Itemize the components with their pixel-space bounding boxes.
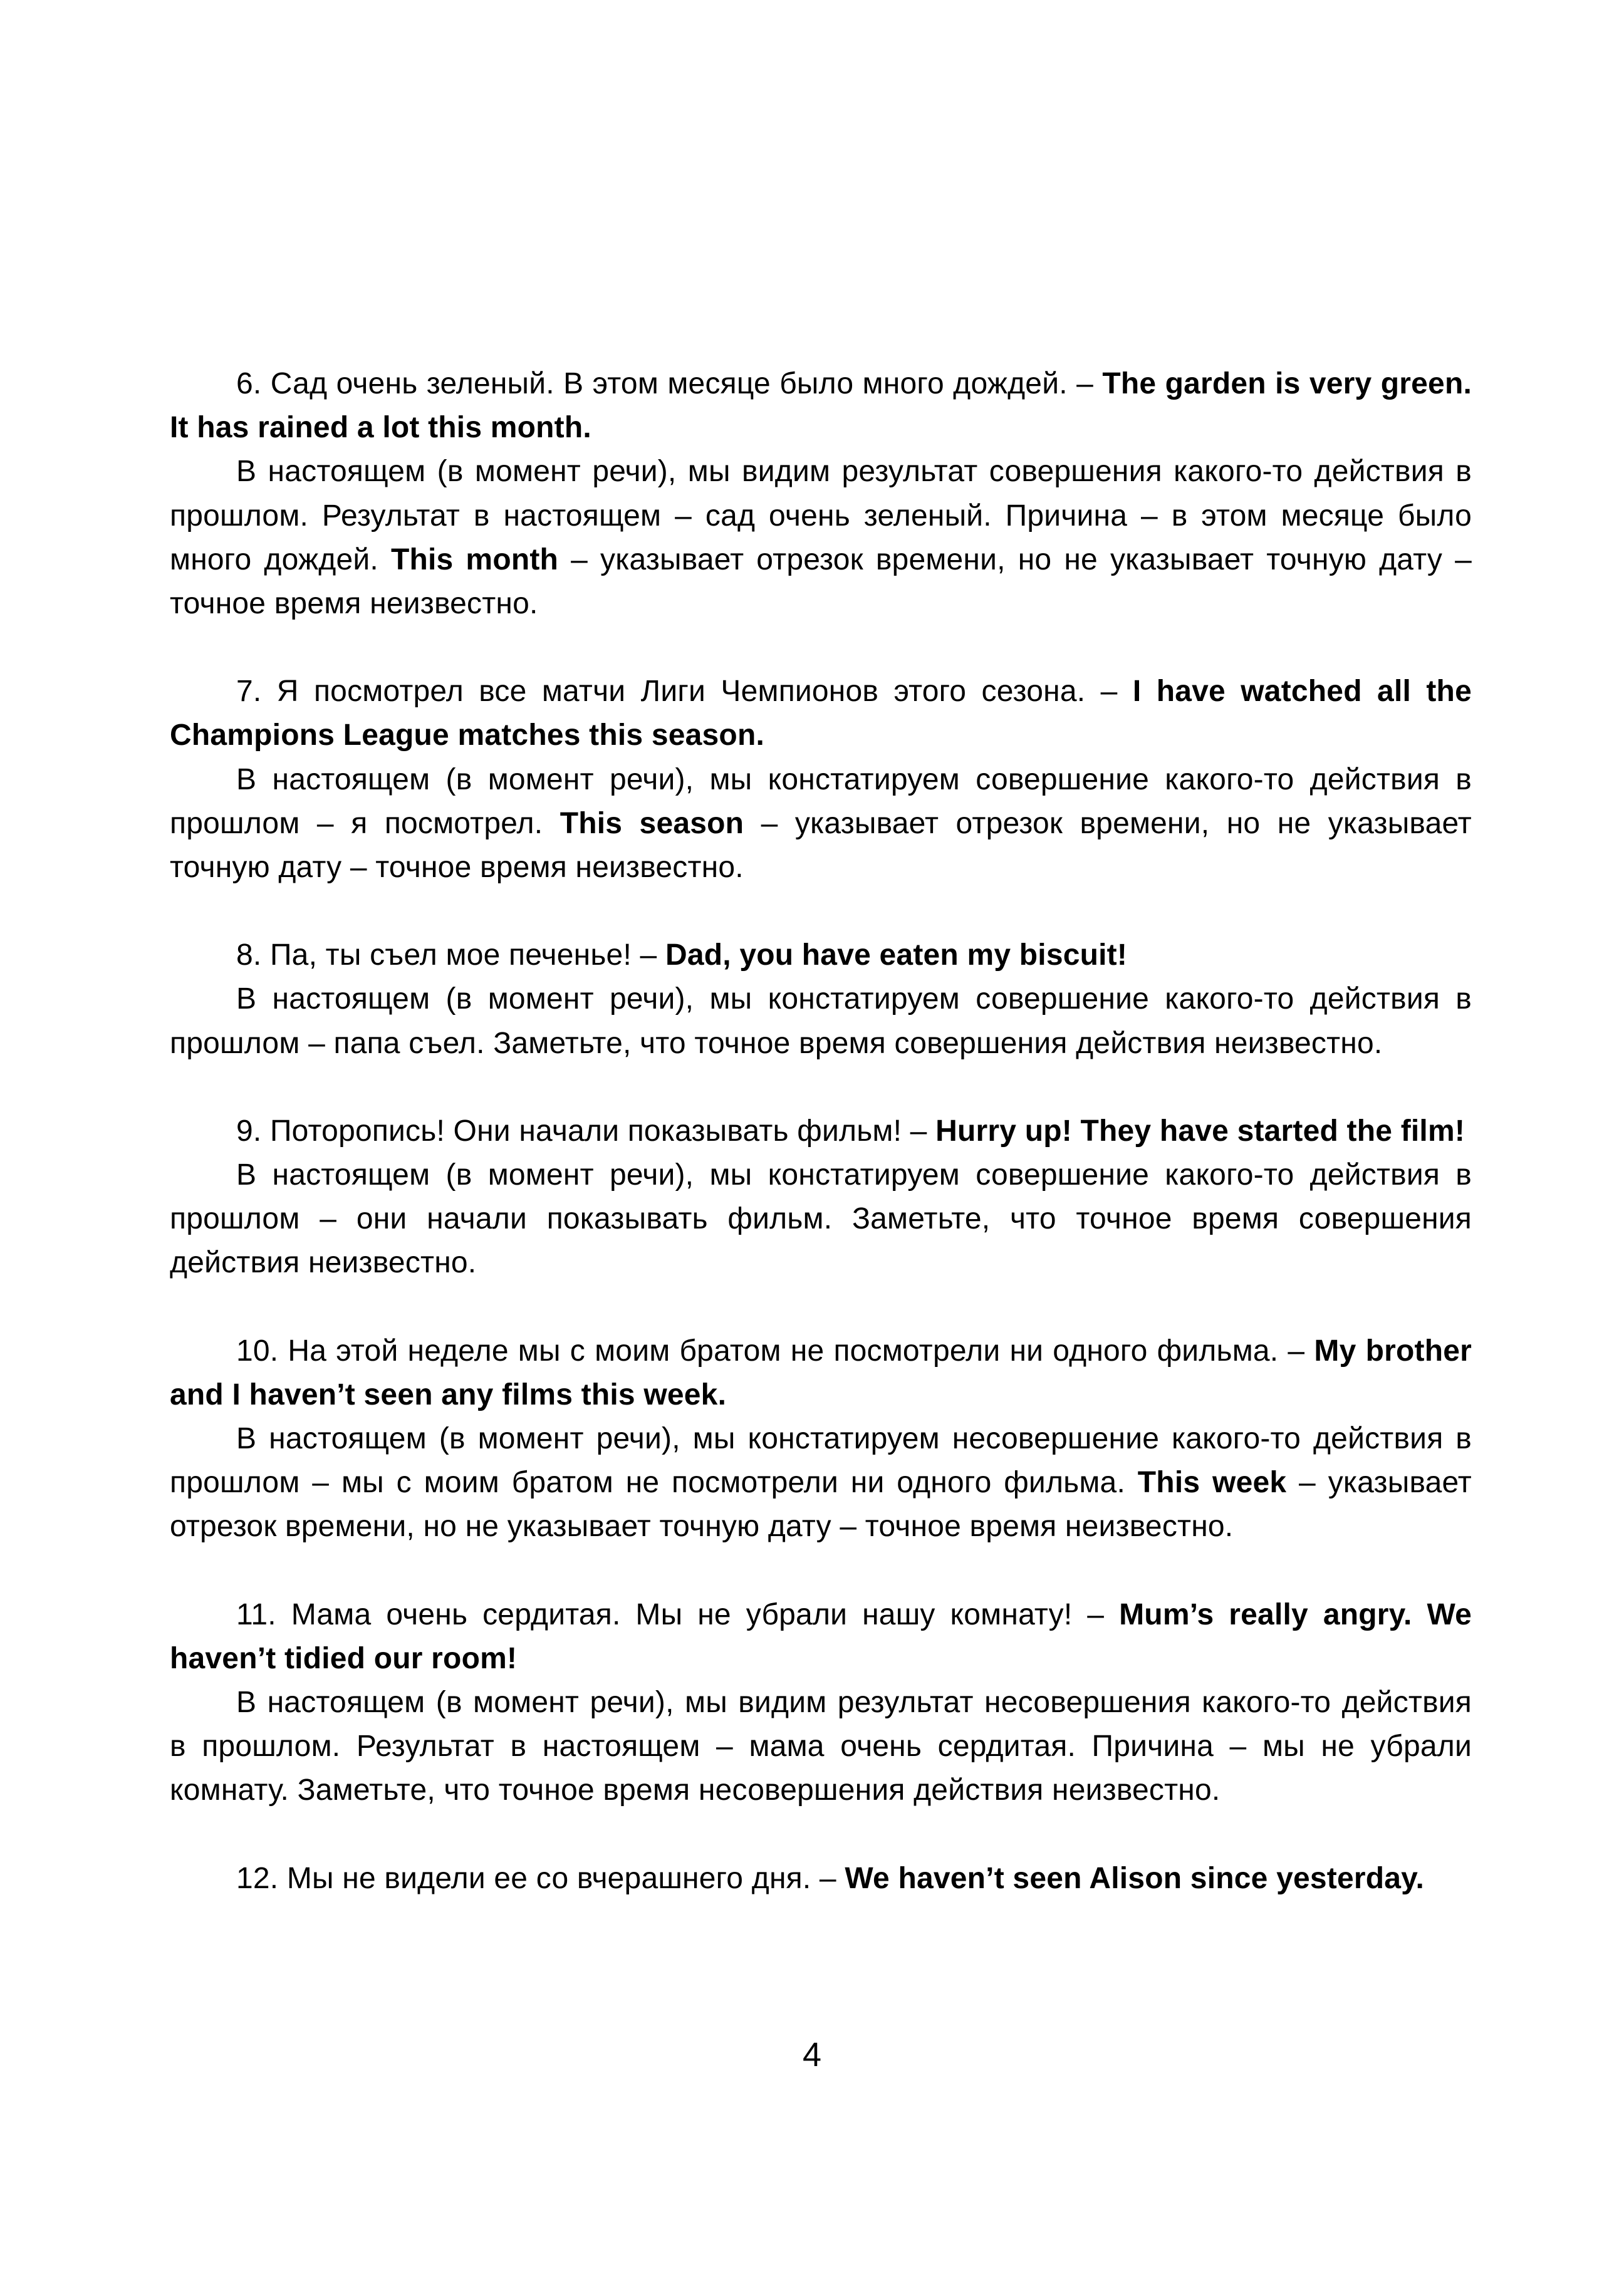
example-number: 9. [236,1114,262,1148]
russian-sentence: Мама очень сердитая. Мы не убрали нашу комнату! – [291,1597,1105,1631]
example-6 [170,362,1472,626]
russian-sentence: На этой неделе мы с моим братом не посмотрели ни одного фильма. – [288,1334,1305,1368]
explanation-text: – указывает отрезок времени, но не указывает точную дату – точное время неизвестно. [170,806,1472,885]
explanation [170,977,1472,1065]
time-marker: This month [390,543,559,576]
time-marker: This week [1137,1466,1287,1500]
document-body [170,362,1472,1901]
example-sentence [170,1857,1472,1901]
example-sentence [170,933,1472,977]
explanation-text: – указывает отрезок времени, но не указывает точную дату – точное время неизвестно. [170,543,1472,621]
explanation-text: В настоящем (в момент речи), мы видим результат совершения какого-то действия в прошлом. Результат в настоящем – сад очень зеленый. Причина – в этом месяце было много дождей. [170,455,1472,576]
english-translation: Dad, you have eaten my biscuit! [665,938,1128,972]
english-translation: Mum’s really angry. We haven’t tidied our room! [170,1597,1472,1675]
example-8 [170,933,1472,1066]
russian-sentence: Па, ты съел мое печенье! – [269,938,657,972]
english-translation: My brother and I haven’t seen any films this week. [170,1334,1472,1411]
explanation-text: В настоящем (в момент речи), мы констатируем совершение какого-то действия в прошлом – папа съел. Заметьте, что точное время совершения действия неизвестно. [170,982,1472,1060]
example-number: 7. [236,675,262,709]
explanation-text: В настоящем (в момент речи), мы констатируем несовершение какого-то действия в прошлом – мы с моим братом не посмотрели ни одного фильма. [170,1422,1472,1500]
example-sentence [170,362,1472,450]
example-10 [170,1329,1472,1549]
page-number: 4 [802,2036,822,2074]
english-translation: I have watched all the Champions League matches this season. [170,675,1472,752]
example-number: 8. [236,938,262,972]
russian-sentence: Мы не видели ее со вчерашнего дня. – [286,1861,836,1895]
english-translation: Hurry up! They have started the film! [935,1114,1465,1148]
english-translation: We haven’t seen Alison since yesterday. [845,1861,1425,1895]
english-translation: The garden is very green. It has rained a lot this month. [170,367,1472,445]
explanation-text: В настоящем (в момент речи), мы констатируем совершение какого-то действия в прошлом – они начали показывать фильм. Заметьте, что точное время совершения действия неизвестно. [170,1158,1472,1280]
explanation [170,1417,1472,1549]
example-number: 12. [236,1861,279,1895]
example-number: 6. [236,367,262,400]
explanation [170,450,1472,626]
example-number: 11. [236,1597,276,1631]
time-marker: This season [560,806,744,840]
example-11 [170,1593,1472,1813]
russian-sentence: Я посмотрел все матчи Лиги Чемпионов этого сезона. – [276,675,1118,709]
example-sentence [170,670,1472,757]
russian-sentence: Поторопись! Они начали показывать фильм! – [269,1114,927,1148]
explanation [170,758,1472,890]
russian-sentence: Сад очень зеленый. В этом месяце было много дождей. – [270,367,1093,400]
explanation [170,1681,1472,1813]
explanation-text: В настоящем (в момент речи), мы констатируем совершение какого-то действия в прошлом – я посмотрел. [170,762,1472,840]
explanation [170,1153,1472,1286]
explanation-text: В настоящем (в момент речи), мы видим результат несовершения какого-то действия в прошлом. Результат в настоящем – мама очень сердитая. Причина – мы не убрали комнату. Заметьте, что точное время несовершения действия неизвестно. [170,1686,1472,1807]
example-sentence [170,1109,1472,1153]
example-sentence [170,1593,1472,1681]
example-12 [170,1857,1472,1901]
example-9 [170,1109,1472,1286]
example-sentence [170,1329,1472,1417]
example-7 [170,670,1472,890]
example-number: 10. [236,1334,279,1368]
explanation-text: – указывает отрезок времени, но не указывает точную дату – точное время неизвестно. [170,1466,1472,1544]
